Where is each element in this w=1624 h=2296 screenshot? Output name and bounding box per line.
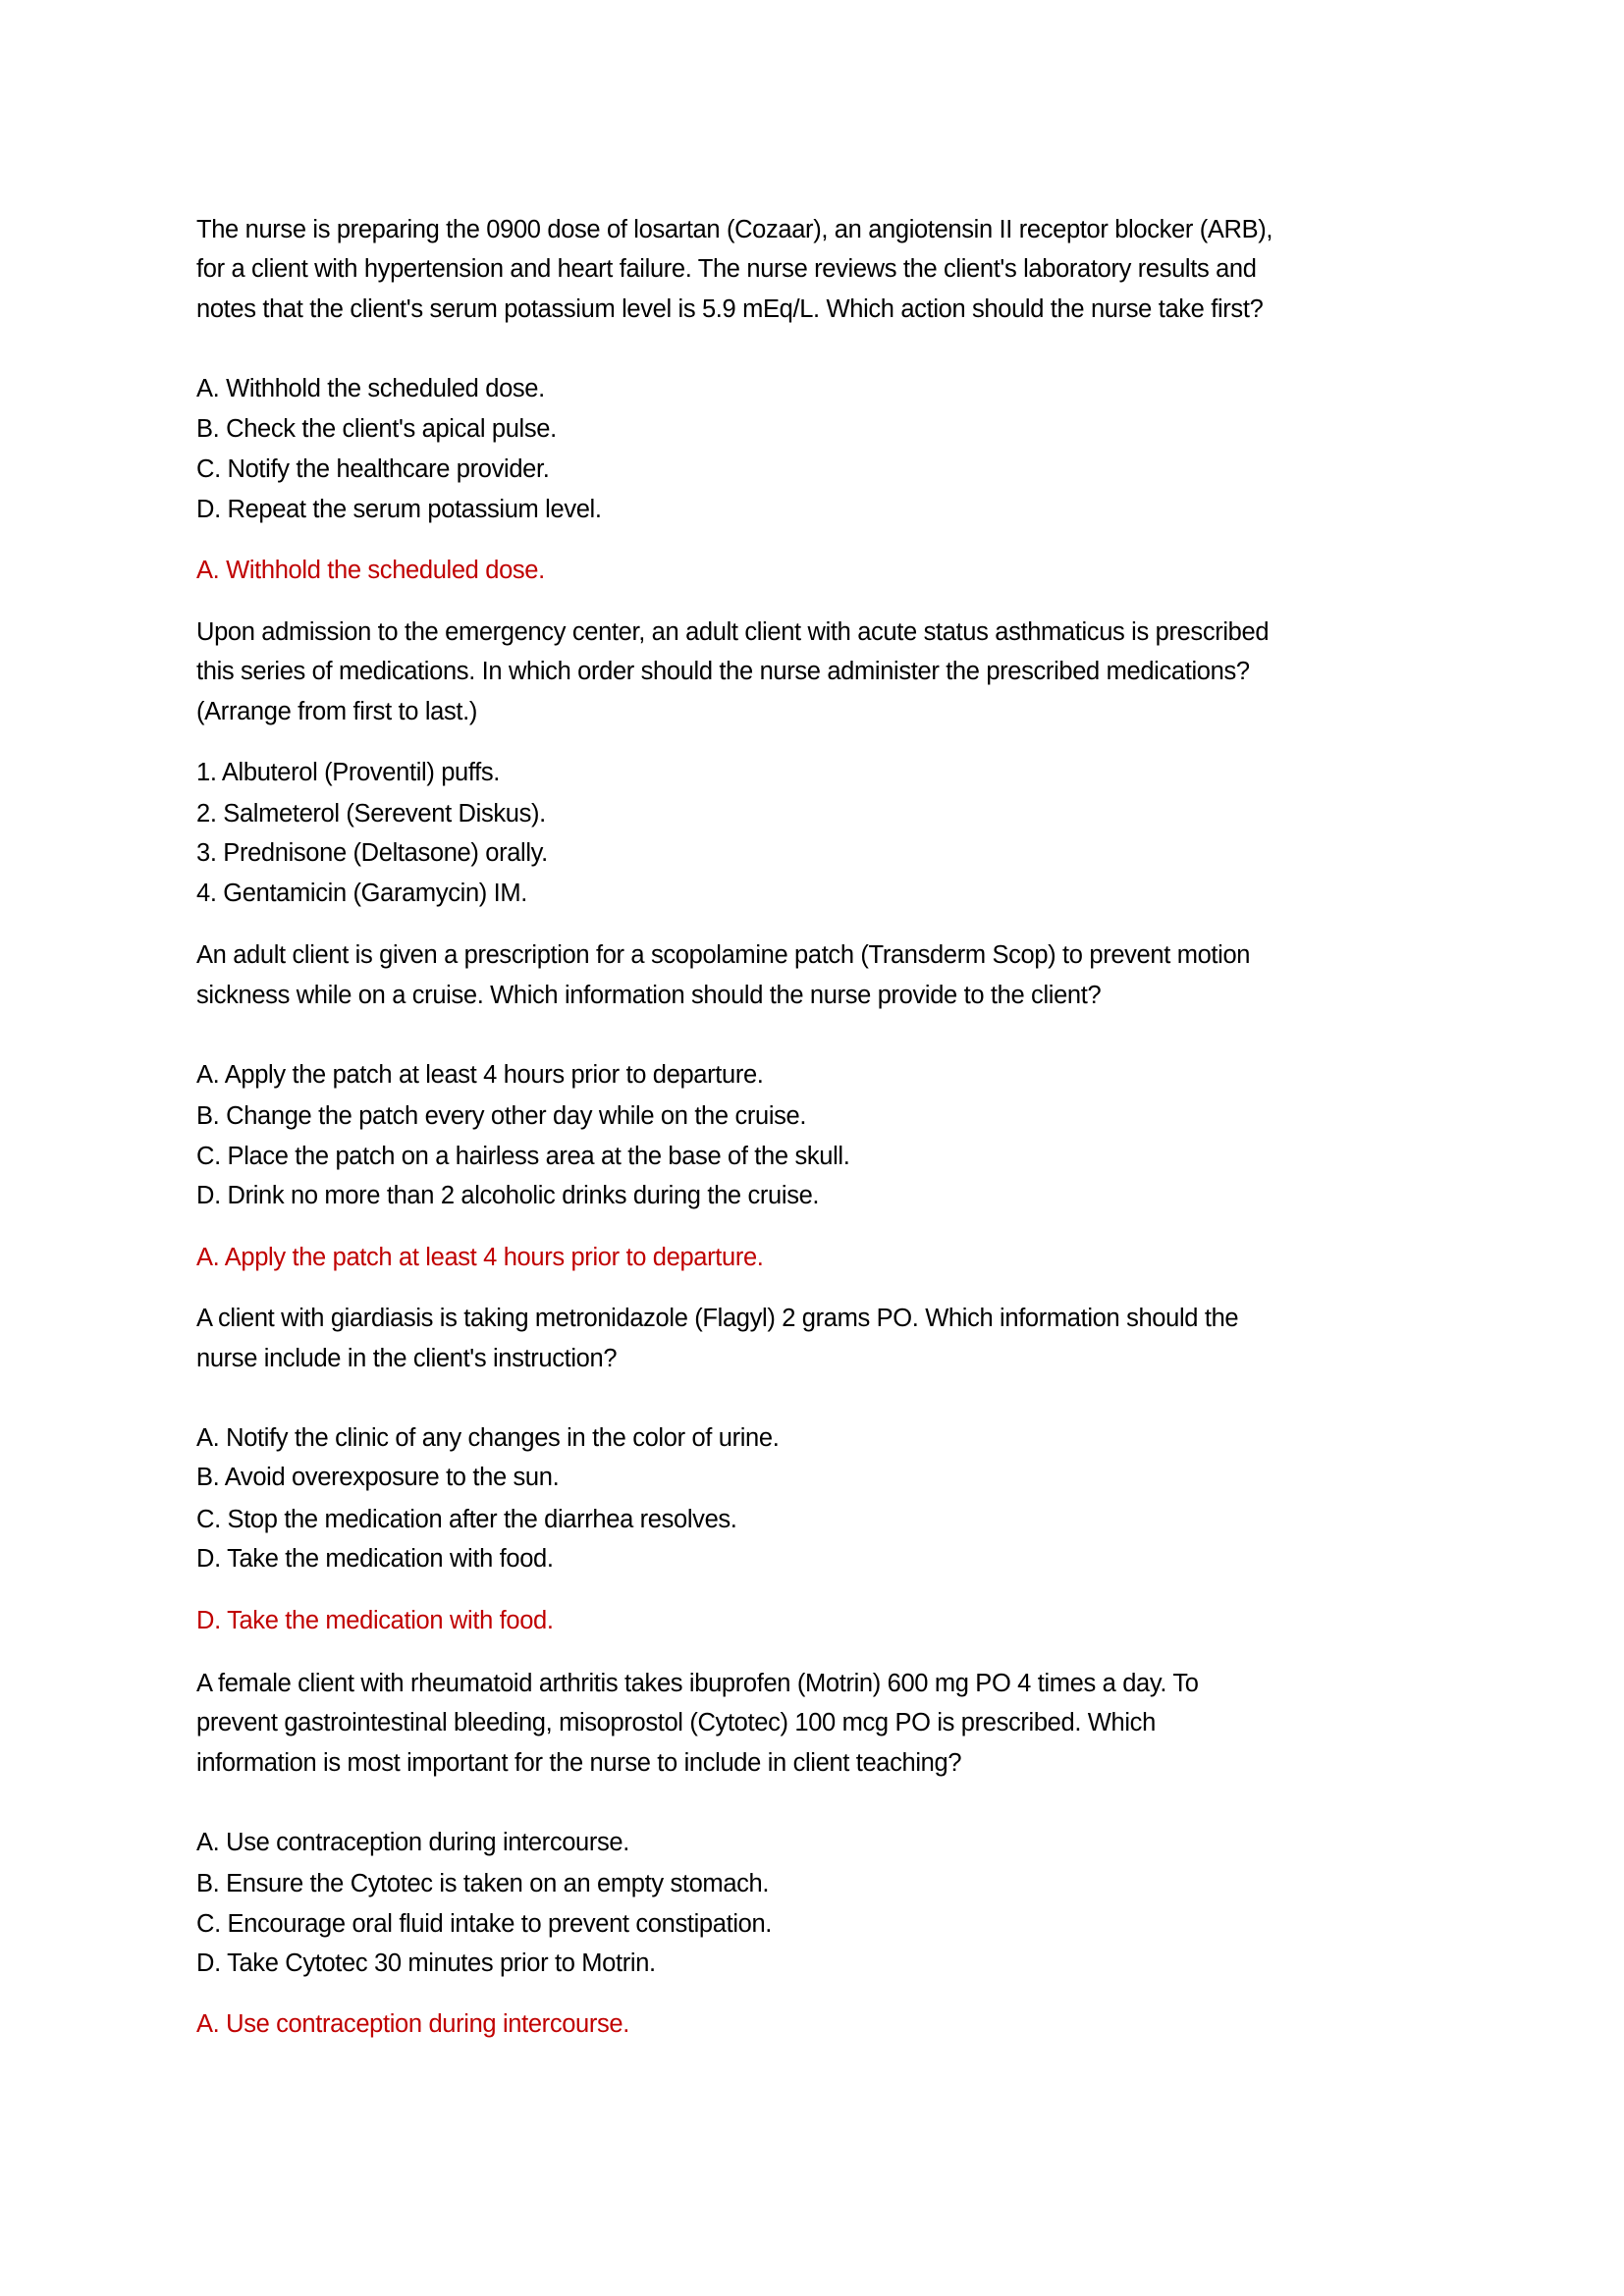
answer-option: C. Stop the medication after the diarrhea resolves. xyxy=(196,1506,737,1533)
answer-option: A. Notify the clinic of any changes in the color of urine. xyxy=(196,1424,780,1452)
answer-option: A. Use contraception during intercourse. xyxy=(196,1829,629,1856)
answer-option: B. Avoid overexposure to the sun. xyxy=(196,1464,560,1491)
answer-option: B. Change the patch every other day while on the cruise. xyxy=(196,1102,807,1130)
answer-option: D. Take the medication with food. xyxy=(196,1545,554,1573)
correct-answer: D. Take the medication with food. xyxy=(196,1607,554,1634)
question-stem-line: sickness while on a cruise. Which information should the nurse provide to the client? xyxy=(196,982,1102,1009)
answer-option: D. Take Cytotec 30 minutes prior to Motrin. xyxy=(196,1949,656,1977)
ordered-item: 1. Albuterol (Proventil) puffs. xyxy=(196,759,501,786)
answer-option: B. Ensure the Cytotec is taken on an empty stomach. xyxy=(196,1870,770,1897)
question-stem-line: for a client with hypertension and heart failure. The nurse reviews the client's laboratory results and xyxy=(196,255,1257,283)
question-stem-line: prevent gastrointestinal bleeding, misoprostol (Cytotec) 100 mcg PO is prescribed. Which xyxy=(196,1709,1156,1736)
question-stem-line: A client with giardiasis is taking metronidazole (Flagyl) 2 grams PO. Which information should the xyxy=(196,1305,1239,1332)
correct-answer: A. Withhold the scheduled dose. xyxy=(196,557,545,584)
question-stem-line: this series of medications. In which order should the nurse administer the prescribed medications? xyxy=(196,658,1250,685)
question-stem-line: A female client with rheumatoid arthritis takes ibuprofen (Motrin) 600 mg PO 4 times a day. To xyxy=(196,1670,1199,1697)
answer-option: A. Apply the patch at least 4 hours prior to departure. xyxy=(196,1061,764,1089)
question-stem-line: The nurse is preparing the 0900 dose of losartan (Cozaar), an angiotensin II receptor blocker (ARB), xyxy=(196,216,1273,243)
question-stem-line: notes that the client's serum potassium level is 5.9 mEq/L. Which action should the nurse take first? xyxy=(196,295,1264,323)
question-stem-line: information is most important for the nurse to include in client teaching? xyxy=(196,1749,962,1777)
correct-answer: A. Use contraception during intercourse. xyxy=(196,2010,629,2038)
answer-option: C. Place the patch on a hairless area at the base of the skull. xyxy=(196,1143,850,1170)
answer-option: A. Withhold the scheduled dose. xyxy=(196,375,545,402)
answer-option: B. Check the client's apical pulse. xyxy=(196,415,557,443)
ordered-item: 4. Gentamicin (Garamycin) IM. xyxy=(196,880,528,907)
answer-option: D. Repeat the serum potassium level. xyxy=(196,496,602,523)
ordered-item: 3. Prednisone (Deltasone) orally. xyxy=(196,839,548,867)
answer-option: C. Encourage oral fluid intake to prevent constipation. xyxy=(196,1910,773,1938)
question-stem-line: An adult client is given a prescription for a scopolamine patch (Transderm Scop) to prevent motion xyxy=(196,941,1251,969)
answer-option: C. Notify the healthcare provider. xyxy=(196,455,550,483)
correct-answer: A. Apply the patch at least 4 hours prior to departure. xyxy=(196,1244,764,1271)
question-stem-line: (Arrange from first to last.) xyxy=(196,698,478,725)
question-stem-line: nurse include in the client's instruction? xyxy=(196,1345,618,1372)
question-stem-line: Upon admission to the emergency center, an adult client with acute status asthmaticus is prescribed xyxy=(196,618,1270,646)
ordered-item: 2. Salmeterol (Serevent Diskus). xyxy=(196,800,546,828)
answer-option: D. Drink no more than 2 alcoholic drinks during the cruise. xyxy=(196,1182,820,1209)
